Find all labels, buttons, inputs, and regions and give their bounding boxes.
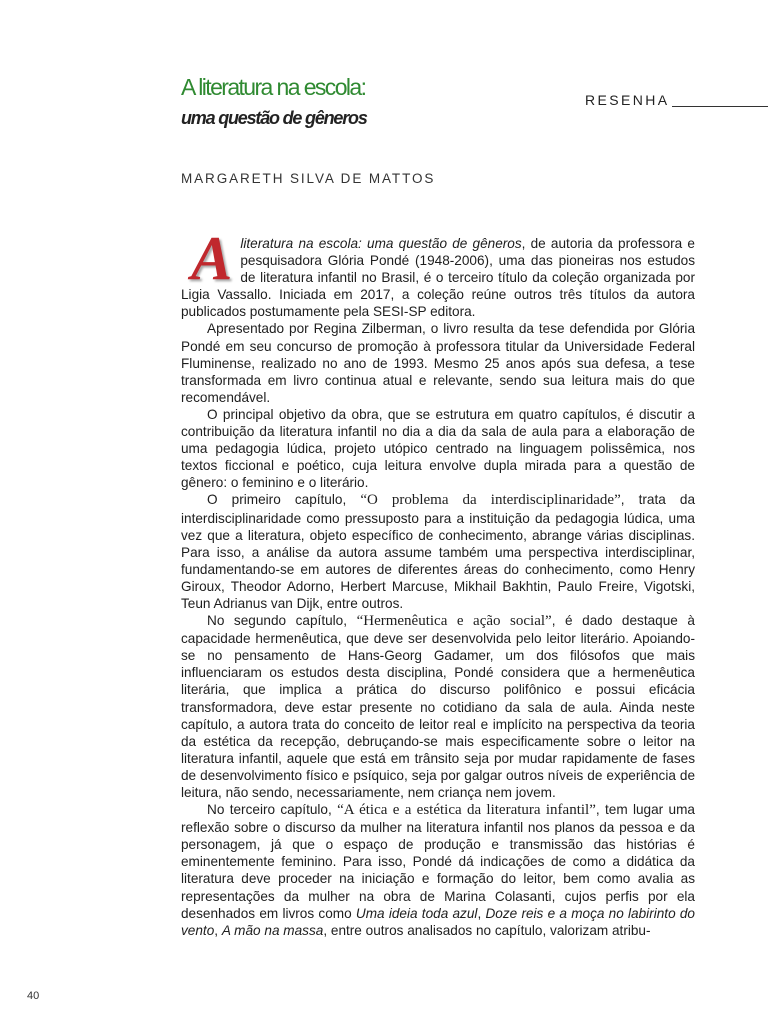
paragraph-4-text: , trata da interdisciplinaridade como pressuposto para a instituição da pedagogia lúdica, uma vez que a literatura, objeto específico de conhecimento, abrange várias disciplinas. Para isso, a análise da autora assume também uma perspectiva interdisciplinar, fundamentando-se em autores de diferentes áreas do conhecimento, como Henry Giroux, Theodor Adorno, Herbert Marcuse, Mikhail Bakhtin, Paulo Freire, Vigotski, Teun Adrianus van Dijk, entre outros.	[181, 492, 695, 611]
section-label: RESENHA	[585, 92, 670, 108]
section-divider	[672, 106, 768, 107]
separator-1: ,	[477, 905, 486, 921]
paragraph-1	[181, 225, 695, 320]
paragraph-4-start: O primeiro capítulo,	[207, 492, 361, 508]
separator-2: ,	[214, 922, 222, 938]
author-name: MARGARETH SILVA DE MATTOS	[181, 171, 436, 186]
article-subtitle: uma questão de gêneros	[181, 108, 367, 128]
article-body	[181, 225, 695, 939]
chapter-2-title: “Hermenêutica e ação social”	[356, 613, 552, 630]
paragraph-5	[181, 612, 695, 801]
paragraph-6	[181, 801, 695, 939]
paragraph-1-text: , de autoria da professora e pesquisadora Glória Pondé (1948-2006), uma das pioneiras nos estudos de literatura infantil no Brasil, é o terceiro título da coleção organizada por Ligia Vassallo. Iniciada em 2017, a coleção reúne outros três títulos da autora publicados postumamente pela SESI-SP editora.	[181, 236, 695, 320]
book-title-2: Doze reis e a moça no labirinto do vento	[181, 905, 695, 938]
book-title-italic: literatura na escola: uma questão de gêneros	[240, 236, 522, 251]
paragraph-4	[181, 491, 695, 612]
paragraph-2: Apresentado por Regina Zilberman, o livro resulta da tese defendida por Glória Pondé em seu concurso de promoção à professora titular da Universidade Federal Fluminense, realizado no ano de 1993. Mesmo 25 anos após sua defesa, a tese transformada em livro continua atual e relevante, sendo sua leitura mais do que recomendável.	[181, 321, 695, 405]
chapter-3-title: “A ética e a estética da literatura infantil”	[337, 802, 596, 819]
book-title-1: Uma ideia toda azul	[355, 905, 478, 921]
chapter-1-title: “O problema da interdisciplinaridade”	[360, 492, 621, 509]
page-number: 40	[27, 990, 40, 1002]
book-title-3: A mão na massa	[221, 922, 324, 938]
drop-cap: A	[191, 225, 233, 293]
article-title: A literatura na escola:	[181, 74, 366, 100]
paragraph-5-text: , é dado destaque à capacidade hermenêutica, que deve ser desenvolvida pelo leitor literário. Apoiando-se no pensamento de Hans-Georg Gadamer, um dos filósofos que mais influenciaram os estudos desta disciplina, Pondé considera que a hermenêutica literária, que implica a prática do discurso polifônico e possui eficácia transformadora, deve estar presente no cotidiano da sala de aula. Ainda neste capítulo, a autora trata do conceito de leitor real e implícito na perspectiva da teoria da estética da recepção, debruçando-se mais especificamente sobre o leitor na literatura infantil, aquele que está em trânsito seja por mudar rapidamente de fases de desenvolvimento físico e psíquico, seja por galgar outros níveis de experiência de leitura, não sendo, necessariamente, nem criança nem jovem.	[181, 613, 695, 800]
paragraph-6-end: , entre outros analisados no capítulo, valorizam atribu-	[323, 922, 651, 938]
paragraph-5-start: No segundo capítulo,	[207, 613, 357, 629]
paragraph-6-start: No terceiro capítulo,	[207, 802, 338, 818]
paragraph-3: O principal objetivo da obra, que se estrutura em quatro capítulos, é discutir a contribuição da literatura infantil no dia a dia da sala de aula para a elaboração de uma pedagogia lúdica, projeto utópico centrado na linguagem polissêmica, nos textos ficcional e poético, cuja leitura envolve dupla mirada para a questão de gênero: o feminino e o literário.	[181, 406, 695, 491]
paragraph-6-text: , tem lugar uma reflexão sobre o discurso da mulher na literatura infantil nos planos da pessoa e da personagem, já que o espaço de produção e transmissão das histórias é eminentemente feminino. Para isso, Pondé dá indicações de como a didática da literatura deve proceder na iniciação e formação do leitor, bem como avalia as representações da mulher na obra de Marina Colasanti, cujos perfis por ela desenhados em livros como	[181, 802, 695, 921]
